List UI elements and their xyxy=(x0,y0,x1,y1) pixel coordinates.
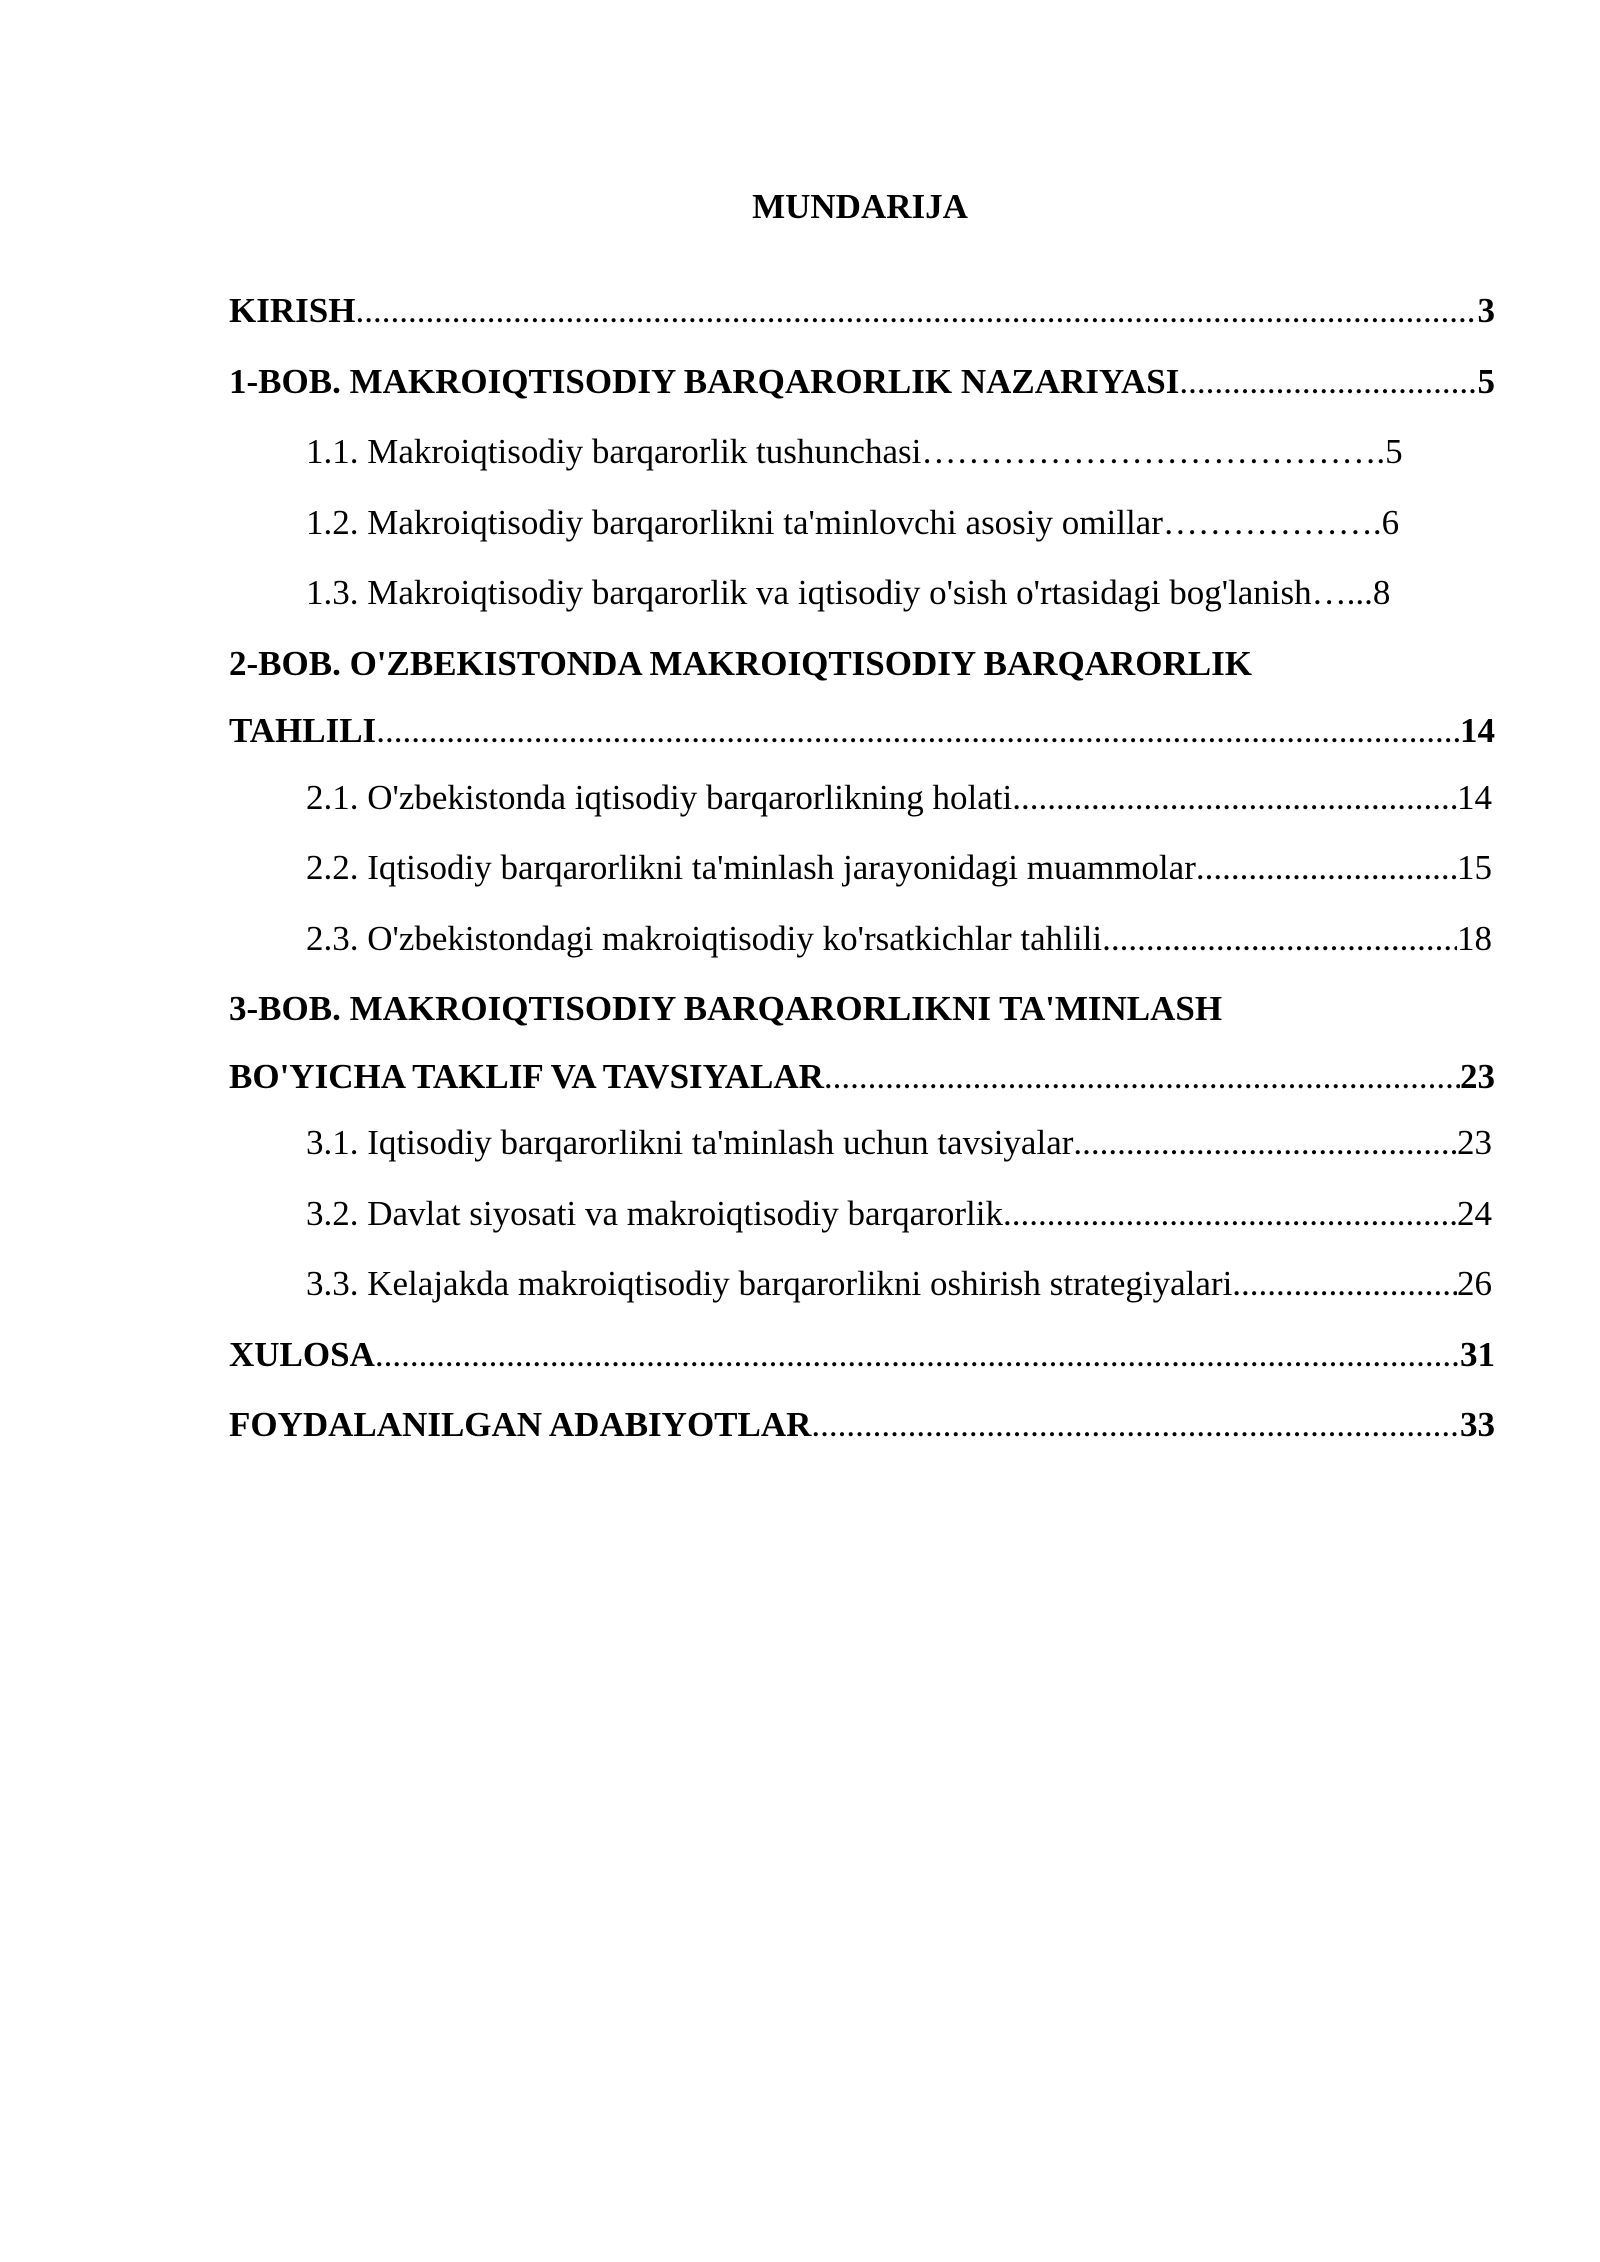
toc-entry-label: 3.1. Iqtisodiy barqarorlikni ta'minlash uchun tavsiyalar xyxy=(306,1123,1074,1162)
toc-entry-page: 31 xyxy=(1460,1334,1495,1374)
dot-leader xyxy=(1012,763,1457,834)
toc-entry-kirish[interactable] xyxy=(229,276,1495,347)
dot-leader: ………………………………… xyxy=(921,432,1377,471)
dot-leader xyxy=(1232,1249,1457,1320)
toc-entry-section-1-3[interactable] xyxy=(229,558,1495,629)
toc-entry-section-3-2[interactable] xyxy=(229,1179,1495,1250)
toc-entry-label: 1-BOB. MAKROIQTISODIY BARQARORLIK NAZARIYASI xyxy=(229,361,1180,401)
toc-entry-label-line2: BO'YICHA TAKLIF VA TAVSIYALAR xyxy=(229,1056,824,1096)
toc-entry-label: 3.2. Davlat siyosati va makroiqtisodiy barqarorlik xyxy=(306,1193,1003,1233)
toc-entry-page: 23 xyxy=(1460,1056,1495,1096)
toc-entry-chapter-3[interactable] xyxy=(229,974,1495,1108)
toc-entry-chapter-2[interactable] xyxy=(229,629,1495,763)
toc-entry-page: 14 xyxy=(1457,777,1492,817)
toc-entry-section-2-1[interactable] xyxy=(229,763,1495,834)
toc-entry-label: 2.1. O'zbekistonda iqtisodiy barqarorlikning holati xyxy=(306,777,1013,817)
toc-entry-label: 2.2. Iqtisodiy barqarorlikni ta'minlash jarayonidagi muammolar xyxy=(306,848,1196,887)
dot-leader xyxy=(375,1320,1460,1391)
toc-entry-chapter-1[interactable] xyxy=(229,347,1495,418)
toc-entry-section-1-2[interactable] xyxy=(229,488,1495,559)
toc-entry-section-3-1[interactable] xyxy=(229,1108,1495,1179)
toc-entry-section-2-2[interactable] xyxy=(229,833,1495,904)
toc-entry-page: 5 xyxy=(1477,361,1495,401)
toc-entry-page: 23 xyxy=(1457,1123,1492,1162)
dot-leader xyxy=(1073,1108,1457,1179)
dot-leader: …... xyxy=(1311,573,1373,612)
toc-entry-label: 2.3. O'zbekistondagi makroiqtisodiy ko'rsatkichlar tahlili xyxy=(306,918,1103,958)
toc-entry-label: KIRISH xyxy=(229,291,356,330)
toc-entry-xulosa[interactable] xyxy=(229,1320,1495,1391)
toc-entry-page: .5 xyxy=(1376,432,1403,471)
toc-entry-section-3-3[interactable] xyxy=(229,1249,1495,1320)
toc-entry-page: 15 xyxy=(1457,848,1492,887)
toc-entry-label: 3.3. Kelajakda makroiqtisodiy barqarorlikni oshirish strategiyalari xyxy=(306,1264,1233,1303)
dot-leader xyxy=(355,276,1477,347)
toc-entry-label-line1: 2-BOB. O'ZBEKISTONDA MAKROIQTISODIY BARQARORLIK xyxy=(229,643,1252,683)
toc-entry-references[interactable] xyxy=(229,1390,1495,1461)
toc-entry-label-line2: TAHLILI xyxy=(229,711,377,750)
toc-entry-page: 33 xyxy=(1460,1405,1495,1444)
dot-leader xyxy=(1196,833,1457,904)
toc-entry-page: 8 xyxy=(1372,573,1391,612)
dot-leader xyxy=(811,1390,1460,1461)
dot-leader xyxy=(1102,904,1457,975)
toc-entry-page: 3 xyxy=(1477,291,1495,330)
dot-leader xyxy=(824,1045,1460,1109)
toc-entry-page: 24 xyxy=(1457,1193,1492,1233)
dot-leader xyxy=(1179,347,1477,418)
toc-entry-label-line1: 3-BOB. MAKROIQTISODIY BARQARORLIKNI TA'MINLASH xyxy=(229,989,1223,1028)
toc-entry-label: 1.2. Makroiqtisodiy barqarorlikni ta'minlovchi asosiy omillar xyxy=(306,502,1163,542)
toc-entry-page: 26 xyxy=(1457,1264,1492,1303)
toc-entry-section-1-1[interactable] xyxy=(229,417,1495,488)
dot-leader: ………………. xyxy=(1162,502,1382,542)
toc-entry-section-2-3[interactable] xyxy=(229,904,1495,975)
toc-entry-page: 18 xyxy=(1457,918,1492,958)
dot-leader xyxy=(376,699,1460,763)
toc-entry-label: 1.3. Makroiqtisodiy barqarorlik va iqtisodiy o'sish o'rtasidagi bog'lanish xyxy=(306,573,1312,612)
dot-leader xyxy=(1003,1179,1457,1250)
toc-entry-label: FOYDALANILGAN ADABIYOTLAR xyxy=(229,1405,812,1444)
toc-entry-label: XULOSA xyxy=(229,1334,375,1374)
page-title: MUNDARIJA xyxy=(752,187,968,226)
toc-entry-page: 6 xyxy=(1381,502,1400,542)
toc-entry-page: 14 xyxy=(1460,711,1495,750)
table-of-contents xyxy=(229,276,1495,1461)
toc-entry-label: 1.1. Makroiqtisodiy barqarorlik tushunchasi xyxy=(306,432,922,471)
